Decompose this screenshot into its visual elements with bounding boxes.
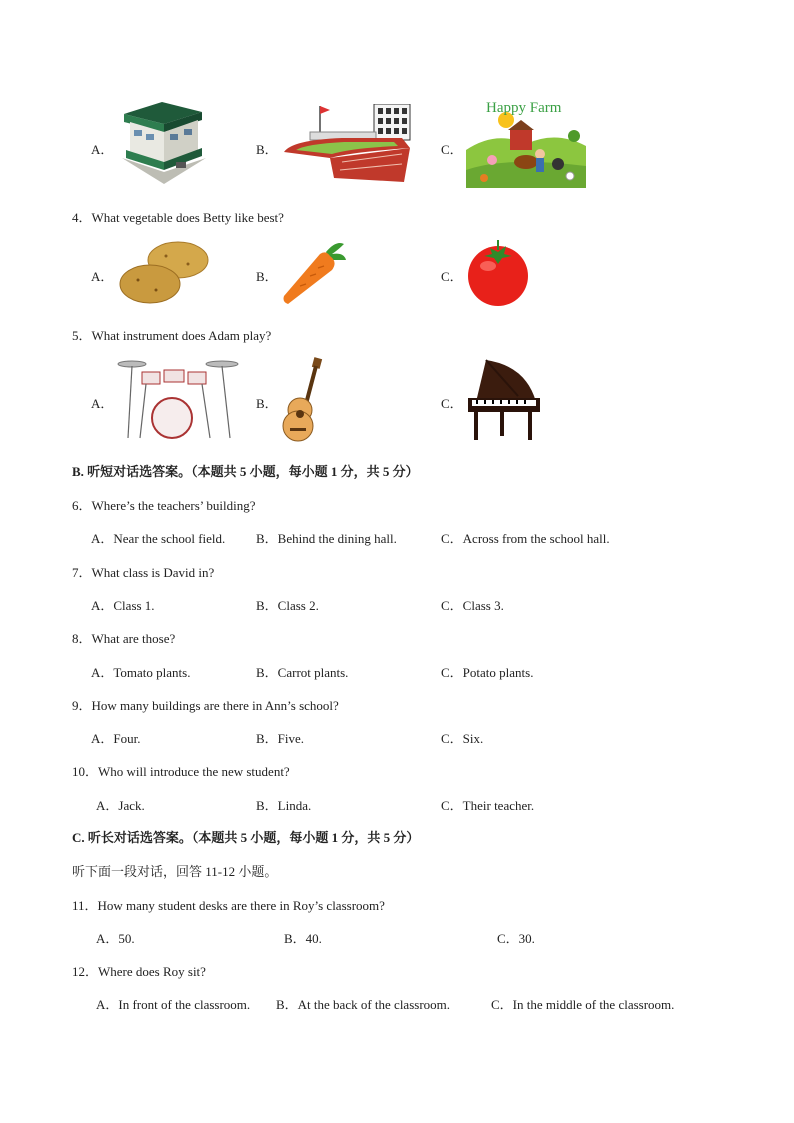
q4-option-b-label[interactable]: B． (256, 269, 278, 284)
q10-option-a[interactable]: A．Jack. (96, 798, 145, 813)
q4-option-c-label[interactable]: C． (441, 269, 463, 284)
q10-stem: 10．Who will introduce the new student? (72, 764, 290, 779)
section-c-instruction: 听下面一段对话，回答 11-12 小题。 (72, 864, 278, 879)
q9-stem: 9．How many buildings are there in Ann’s school? (72, 698, 339, 713)
q7-option-a[interactable]: A．Class 1. (91, 598, 155, 613)
section-b-title: B. 听短对话选答案。（本题共 5 小题，每小题 1 分，共 5 分） (72, 464, 419, 479)
q6-option-c[interactable]: C．Across from the school hall. (441, 531, 610, 546)
piano-image (466, 356, 542, 442)
q12-option-b[interactable]: B．At the back of the classroom. (276, 997, 451, 1012)
q10-option-b[interactable]: B．Linda. (256, 798, 312, 813)
section-c-title: C. 听长对话选答案。（本题共 5 小题，每小题 1 分，共 5 分） (72, 830, 420, 845)
q7-option-b[interactable]: B．Class 2. (256, 598, 319, 613)
q4-option-a-label[interactable]: A． (91, 269, 114, 284)
q6-option-a[interactable]: A．Near the school field. (91, 531, 226, 546)
guitar-image (280, 356, 328, 442)
q10-option-c[interactable]: C．Their teacher. (441, 798, 535, 813)
q8-stem: 8．What are those? (72, 631, 176, 646)
q8-option-a[interactable]: A．Tomato plants. (91, 665, 191, 680)
q7-stem: 7．What class is David in? (72, 565, 215, 580)
q11-option-b[interactable]: B．40. (284, 931, 322, 946)
q5-option-c-label[interactable]: C． (441, 396, 463, 411)
q5-stem: 5．What instrument does Adam play? (72, 328, 272, 343)
q5-option-b-label[interactable]: B． (256, 396, 278, 411)
q3-option-c-label[interactable]: C． (441, 142, 463, 157)
happy-farm-sign: Happy Farm (486, 100, 562, 116)
q12-option-c[interactable]: C．In the middle of the classroom. (491, 997, 675, 1012)
q7-option-c[interactable]: C．Class 3. (441, 598, 504, 613)
q6-stem: 6．Where’s the teachers’ building? (72, 498, 256, 513)
happy-farm-image (466, 100, 586, 188)
q3-option-a-label[interactable]: A． (91, 142, 114, 157)
q9-option-b[interactable]: B．Five. (256, 731, 305, 746)
q8-option-c[interactable]: C．Potato plants. (441, 665, 534, 680)
q3-option-b-label[interactable]: B． (256, 142, 278, 157)
q9-option-c[interactable]: C．Six. (441, 731, 484, 746)
carrot-image (280, 238, 350, 308)
q11-stem: 11．How many student desks are there in Roy’s classroom? (72, 898, 385, 913)
q11-option-c[interactable]: C．30. (497, 931, 535, 946)
sports-field-image (282, 104, 414, 184)
q12-stem: 12．Where does Roy sit? (72, 964, 206, 979)
q11-option-a[interactable]: A．50. (96, 931, 135, 946)
q4-stem: 4．What vegetable does Betty like best? (72, 210, 284, 225)
q8-option-b[interactable]: B．Carrot plants. (256, 665, 349, 680)
tomato-image (464, 238, 532, 308)
potato-image (116, 238, 212, 306)
school-building-image (114, 100, 210, 186)
q5-option-a-label[interactable]: A． (91, 396, 114, 411)
drum-kit-image (116, 356, 242, 440)
q12-option-a[interactable]: A．In front of the classroom. (96, 997, 251, 1012)
q6-option-b[interactable]: B．Behind the dining hall. (256, 531, 397, 546)
q9-option-a[interactable]: A．Four. (91, 731, 141, 746)
